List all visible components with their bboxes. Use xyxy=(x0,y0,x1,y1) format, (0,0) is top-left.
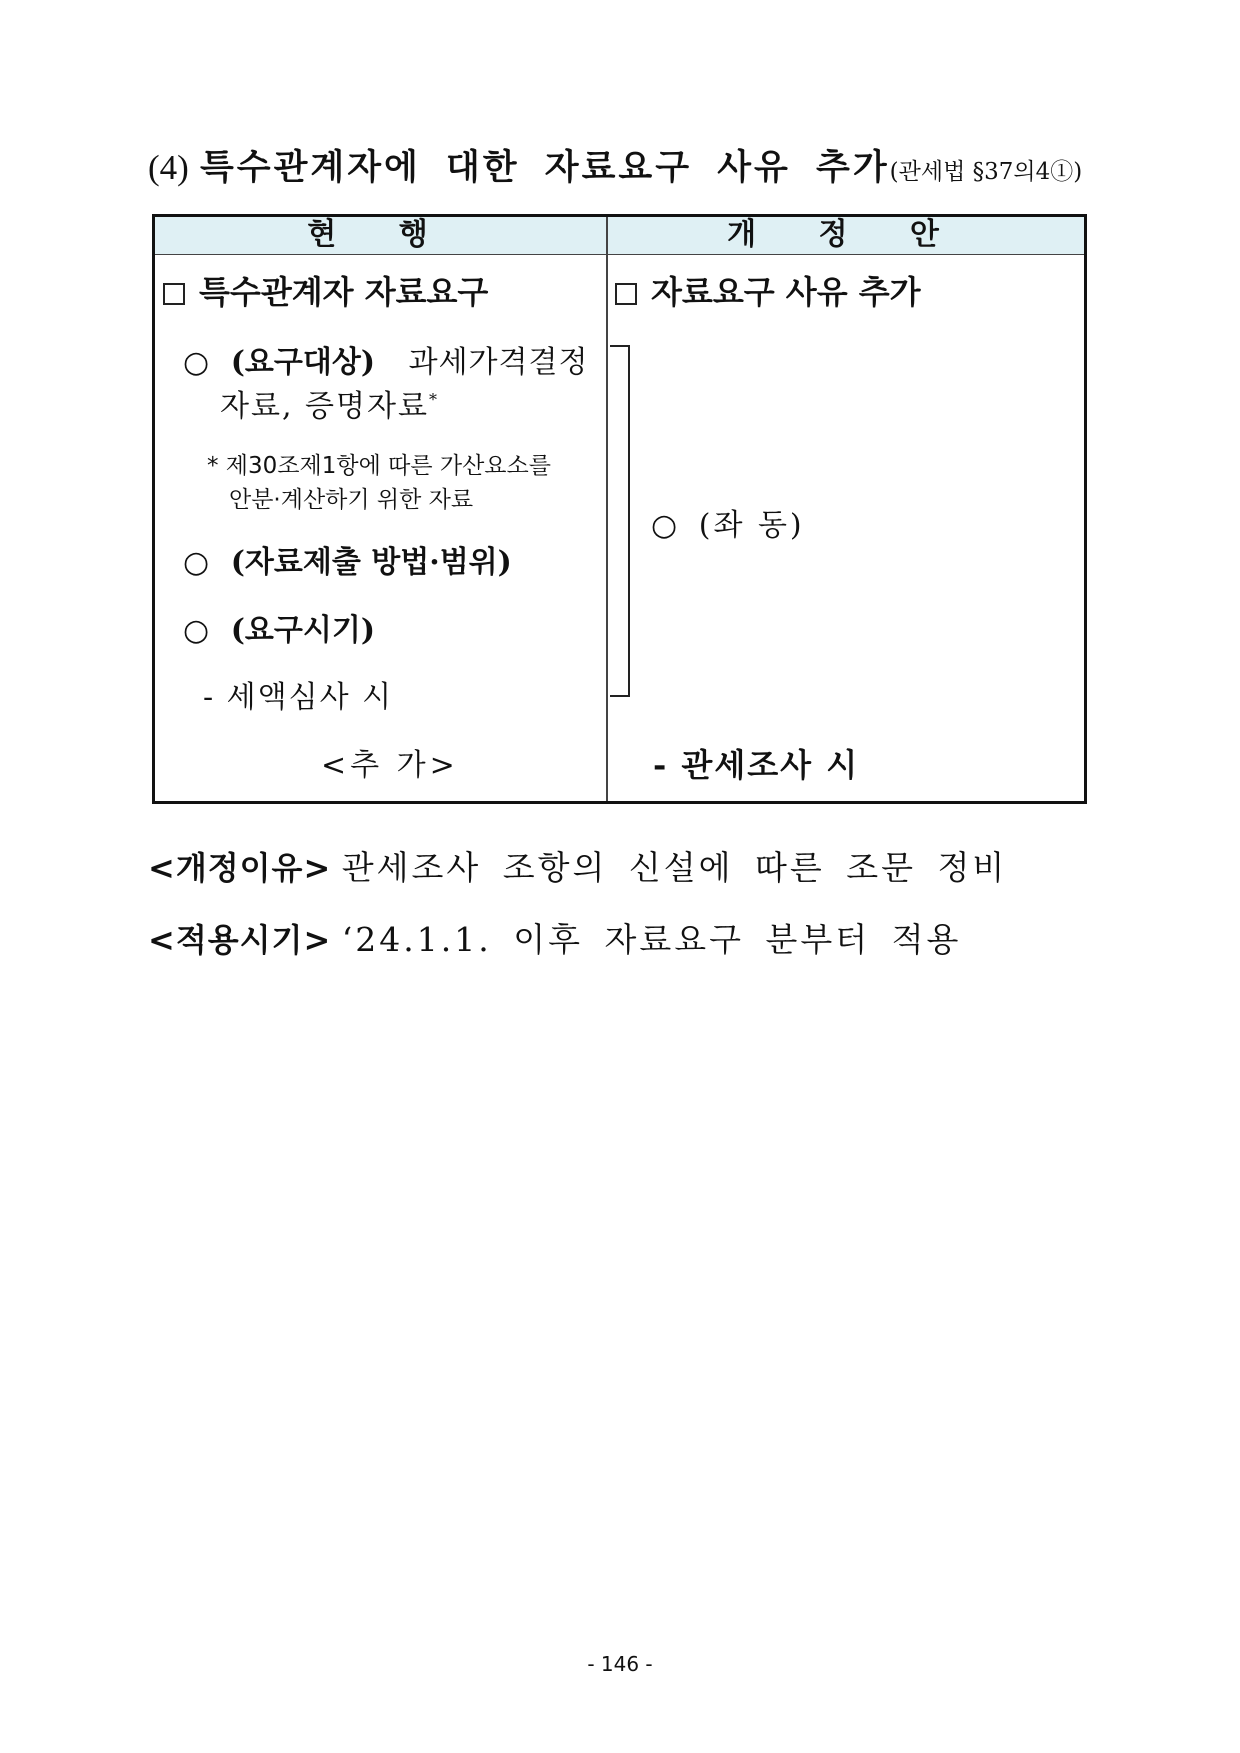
checkbox-square-icon xyxy=(615,283,637,305)
circle-bullet-icon: ○ xyxy=(183,613,210,648)
item-target-text: 과세가격결정 xyxy=(408,345,589,380)
right-title: 자료요구 사유 추가 xyxy=(615,267,921,313)
section-heading xyxy=(148,140,1082,190)
left-item-target xyxy=(183,337,588,381)
note-line-1: * 제30조제1항에 따른 가산요소를 xyxy=(207,453,551,479)
column-divider xyxy=(606,217,608,801)
header-current: 현 행 xyxy=(155,217,606,255)
apply-date-label: <적용시기> xyxy=(148,921,332,959)
circle-bullet-icon: ○ xyxy=(183,345,210,380)
revision-reason-text: 관세조사 조항의 신설에 따른 조문 정비 xyxy=(341,848,1008,887)
left-sub-item: - 세액심사 시 xyxy=(203,680,394,715)
comparison-table xyxy=(152,214,1087,804)
left-added-marker: <추 가> xyxy=(321,748,459,783)
section-number: (4) xyxy=(148,148,189,187)
note-line-2: 안분·계산하기 위한 자료 xyxy=(229,487,474,513)
header-proposed: 개 정 안 xyxy=(608,217,1084,255)
right-added-item: - 관세조사 시 xyxy=(653,746,860,784)
checkbox-square-icon xyxy=(163,283,185,305)
circle-bullet-icon: ○ xyxy=(651,508,678,543)
apply-date xyxy=(148,914,961,961)
left-title: 특수관계자 자료요구 xyxy=(163,267,488,313)
right-same: ○ (좌 동) xyxy=(651,508,805,543)
circle-bullet-icon: ○ xyxy=(183,545,210,580)
apply-date-text: ‘24.1.1. 이후 자료요구 분부터 적용 xyxy=(341,920,962,959)
revision-reason xyxy=(148,842,1007,889)
bracket-icon xyxy=(610,345,630,697)
law-reference: (관세법 §37의4①) xyxy=(889,159,1083,185)
item-target-label: (요구대상) xyxy=(230,345,376,380)
page-number: - 146 - xyxy=(587,1652,653,1676)
left-item-timing: ○ (요구시기) xyxy=(183,613,376,648)
revision-reason-label: <개정이유> xyxy=(148,849,332,887)
left-item-target-cont: 자료, 증명자료* xyxy=(220,389,439,424)
section-title: 특수관계자에 대한 자료요구 사유 추가 xyxy=(199,147,890,188)
left-item-method: ○ (자료제출 방법·범위) xyxy=(183,545,512,580)
